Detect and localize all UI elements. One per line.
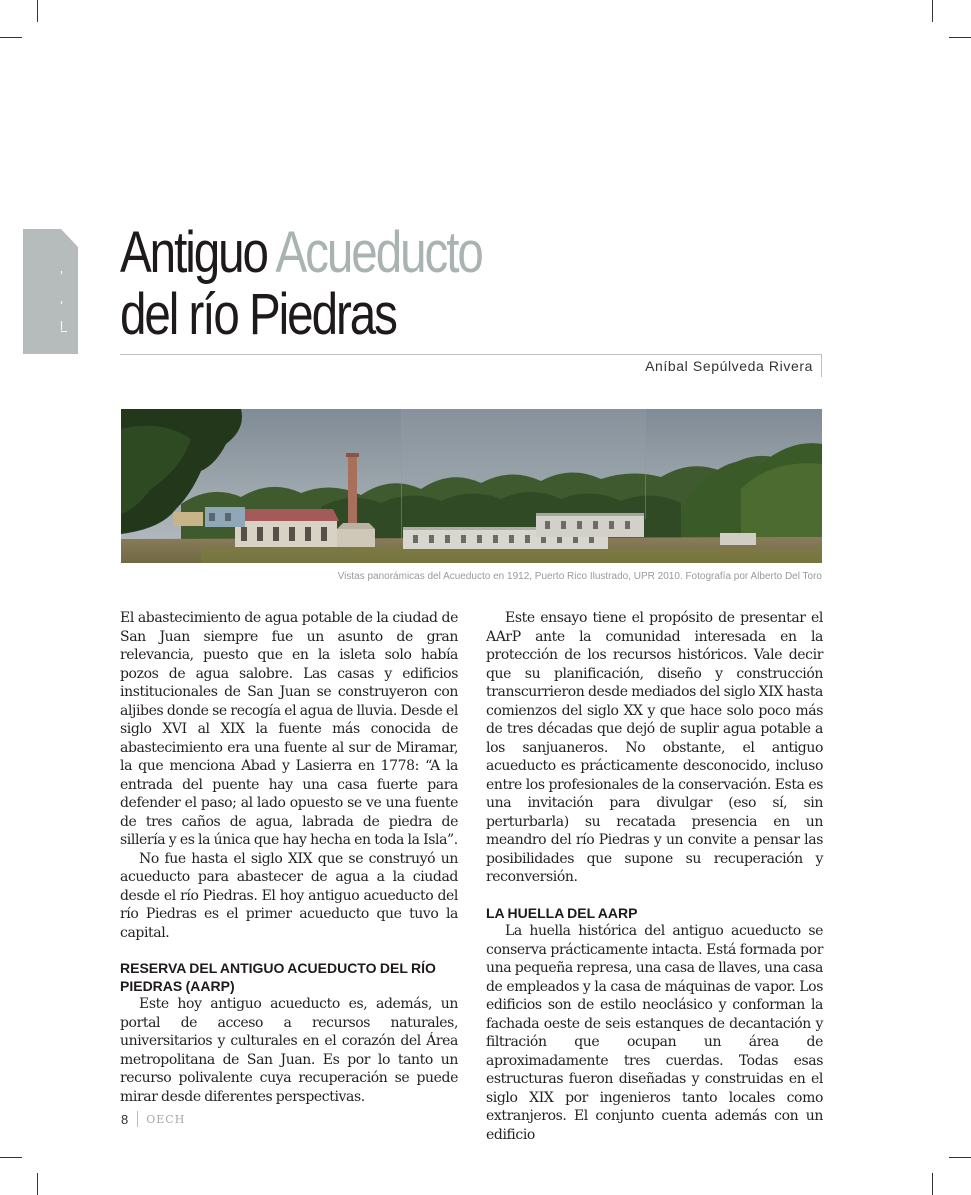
crop-mark <box>0 37 22 38</box>
section-heading: RESERVA DEL ANTIGUO ACUEDUCTO DEL RÍO PIEDRAS (AARP) <box>120 960 436 994</box>
paragraph: El abastecimiento de agua potable de la ciudad de San Juan siempre fue un asunto de gran relevancia, puesto que en la isleta solo había pozos de agua salobre. Las casas y edificios institucionales de San Juan se construyeron con aljibes donde se recogía el agua de lluvia. Desde el siglo XVI al XIX la fuente más conocida de abastecimiento era una fuente al sur de Miramar, la que menciona Abad y Lasierra en 1778: “A la entrada del puente hay una casa fuerte para defender el paso; al lado opuesto se ve una fuente de tres caños de agua, labrada de piedra de sillería y es la única que hay hecha en toda la Isla”. <box>120 610 458 848</box>
paragraph: Este hoy antiguo acueducto es, además, un portal de acceso a recursos naturales, universitarios y culturales en el corazón del Área metropolitana de San Juan. Es por lo tanto un recurso polivalente cuya recuperación se puede mirar desde diferentes perspectivas. <box>120 996 458 1105</box>
photo-illustration <box>121 409 822 563</box>
crop-mark <box>932 1173 933 1195</box>
folio-divider <box>137 1111 138 1127</box>
paragraph: La huella histórica del antiguo acueducto se conserva prácticamente intacta. Está formada por una pequeña represa, una casa de llaves, una casa de empleados y la casa de máquinas de vapor. Los edificios son de estilo neoclásico y conforman la fachada oeste de seis estanques de decantación y filtración que ocupan un área de aproximadamente tres cuerdas. Todas esas estructuras fueron diseñadas y construidas en el siglo XIX por ingenieros tanto locales como extranjeros. El conjunto cuenta además con un edificio <box>486 923 823 1143</box>
right-column <box>486 609 823 1144</box>
title-rule <box>120 354 822 355</box>
author-byline: Aníbal Sepúlveda Rivera <box>645 358 813 374</box>
crop-mark <box>949 1157 971 1158</box>
title-part1: Antiguo <box>120 220 267 285</box>
left-column <box>120 609 458 1106</box>
photo-caption: Vistas panorámicas del Acueducto en 1912, Puerto Rico Ilustrado, UPR 2010. Fotografía por Alberto Del Toro <box>337 571 822 582</box>
crop-mark <box>932 0 933 22</box>
crop-mark <box>37 0 38 22</box>
crop-mark <box>0 1157 22 1158</box>
crop-mark <box>37 1173 38 1195</box>
title-part2-accent: Acueducto <box>275 220 482 285</box>
magazine-name: OECH <box>146 1112 186 1126</box>
paragraph: No fue hasta el siglo XIX que se construyó un acueducto para abastecer de agua a la ciudad desde el río Piedras. El hoy antiguo acueducto del río Piedras es el primer acueducto que tuvo la capital. <box>120 850 458 941</box>
page-number: 8 <box>121 1111 129 1127</box>
crop-mark <box>949 37 971 38</box>
article-title <box>120 222 482 346</box>
paragraph: Este ensayo tiene el propósito de presentar el AArP ante la comunidad interesada en la protección de los recursos históricos. Vale decir que su planificación, diseño y construcción transcurrieron desde mediados del siglo XIX hasta comienzos del siglo XX y que hace solo poco más de tres décadas que dejó de suplir agua potable a los sanjuaneros. No obstante, el antiguo acueducto es prácticamente desconocido, incluso entre los profesionales de la conservación. Esta es una invitación para divulgar (eso sí, sin perturbarla) su recatada presencia en un meandro del río Piedras y un convite a pensar las posibilidades que supone su recuperación y reconversión. <box>486 610 823 885</box>
section-heading: LA HUELLA DEL AARP <box>486 904 638 921</box>
section-side-tab <box>23 229 78 354</box>
title-line2: del río Piedras <box>120 282 396 347</box>
author-rule <box>821 354 822 377</box>
panoramic-photo <box>121 409 822 563</box>
page-folio <box>121 1111 185 1127</box>
